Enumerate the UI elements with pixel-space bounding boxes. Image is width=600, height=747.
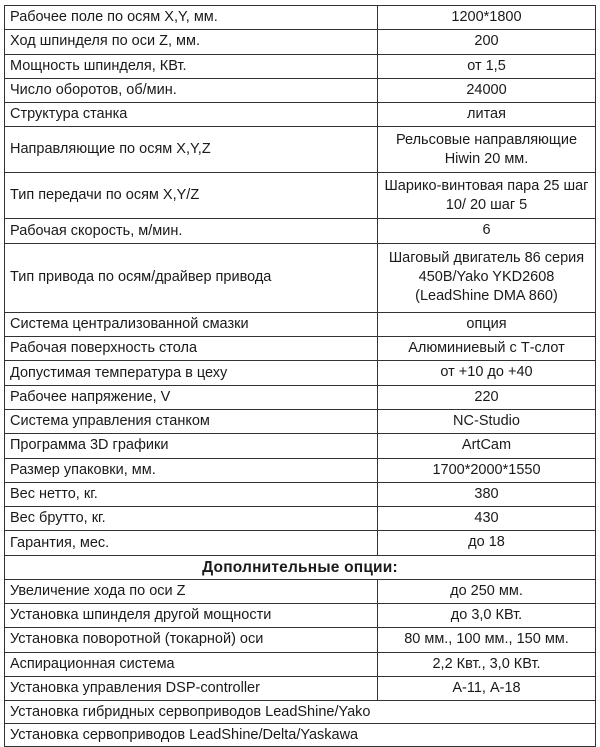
extra-option-text: Установка гибридных сервоприводов LeadShine/Yako: [5, 701, 596, 724]
options-value: 2,2 Квт., 3,0 КВт.: [378, 652, 596, 676]
options-label: Установка поворотной (токарной) оси: [5, 628, 378, 652]
specs-row: [5, 482, 596, 506]
specs-row: [5, 434, 596, 458]
options-row: [5, 604, 596, 628]
specs-row: [5, 127, 596, 173]
specs-row: [5, 312, 596, 336]
specs-value: 24000: [378, 78, 596, 102]
specs-label: Направляющие по осям X,Y,Z: [5, 127, 378, 173]
specs-row: [5, 103, 596, 127]
specs-value: ArtCam: [378, 434, 596, 458]
specs-value: NC-Studio: [378, 409, 596, 433]
specs-value: 200: [378, 30, 596, 54]
specs-row: [5, 219, 596, 243]
options-value: 80 мм., 100 мм., 150 мм.: [378, 628, 596, 652]
specs-row: [5, 507, 596, 531]
specs-label: Рабочая скорость, м/мин.: [5, 219, 378, 243]
options-header-row: [5, 555, 596, 579]
specs-value: литая: [378, 103, 596, 127]
options-row: [5, 652, 596, 676]
specs-row: [5, 173, 596, 219]
specs-value: Шарико-винтовая пара 25 шаг 10/ 20 шаг 5: [378, 173, 596, 219]
specs-value: 220: [378, 385, 596, 409]
options-label: Установка управления DSP-controller: [5, 676, 378, 700]
specs-value: до 18: [378, 531, 596, 555]
options-value: до 3,0 КВт.: [378, 604, 596, 628]
specs-value: 1700*2000*1550: [378, 458, 596, 482]
specs-label: Программа 3D графики: [5, 434, 378, 458]
options-title: Дополнительные опции:: [5, 555, 596, 579]
specs-value: опция: [378, 312, 596, 336]
specs-label: Тип привода по осям/драйвер привода: [5, 243, 378, 312]
specs-value: от +10 до +40: [378, 361, 596, 385]
specs-row: [5, 409, 596, 433]
specs-label: Ход шпинделя по оси Z, мм.: [5, 30, 378, 54]
options-row: [5, 676, 596, 700]
specs-label: Система управления станком: [5, 409, 378, 433]
options-row: [5, 579, 596, 603]
specs-label: Гарантия, мес.: [5, 531, 378, 555]
options-label: Увеличение хода по оси Z: [5, 579, 378, 603]
specs-label: Мощность шпинделя, КВт.: [5, 54, 378, 78]
spec-table-body: [5, 6, 596, 747]
specs-row: [5, 337, 596, 361]
specs-value: Алюминиевый с Т-слот: [378, 337, 596, 361]
specs-label: Допустимая температура в цеху: [5, 361, 378, 385]
specs-row: [5, 243, 596, 312]
specs-label: Число оборотов, об/мин.: [5, 78, 378, 102]
specs-label: Размер упаковки, мм.: [5, 458, 378, 482]
options-label: Аспирационная система: [5, 652, 378, 676]
specs-label: Система централизованной смазки: [5, 312, 378, 336]
extra-option-row: [5, 701, 596, 724]
specs-value: 1200*1800: [378, 6, 596, 30]
specs-value: Шаговый двигатель 86 серия 450B/Yako YKD2608 (LeadShine DMA 860): [378, 243, 596, 312]
specs-row: [5, 78, 596, 102]
specs-label: Рабочая поверхность стола: [5, 337, 378, 361]
spec-table: [4, 5, 596, 747]
specs-label: Рабочее поле по осям X,Y, мм.: [5, 6, 378, 30]
specs-value: 380: [378, 482, 596, 506]
options-row: [5, 628, 596, 652]
specs-value: 430: [378, 507, 596, 531]
specs-row: [5, 54, 596, 78]
specs-row: [5, 6, 596, 30]
options-value: до 250 мм.: [378, 579, 596, 603]
specs-value: Рельсовые направляющие Hiwin 20 мм.: [378, 127, 596, 173]
extra-option-row: [5, 724, 596, 747]
options-value: А-11, А-18: [378, 676, 596, 700]
specs-label: Вес нетто, кг.: [5, 482, 378, 506]
specs-label: Структура станка: [5, 103, 378, 127]
specs-label: Вес брутто, кг.: [5, 507, 378, 531]
specs-row: [5, 30, 596, 54]
options-label: Установка шпинделя другой мощности: [5, 604, 378, 628]
specs-label: Тип передачи по осям X,Y/Z: [5, 173, 378, 219]
specs-label: Рабочее напряжение, V: [5, 385, 378, 409]
specs-row: [5, 531, 596, 555]
specs-row: [5, 385, 596, 409]
extra-option-text: Установка сервоприводов LeadShine/Delta/Yaskawa: [5, 724, 596, 747]
specs-value: от 1,5: [378, 54, 596, 78]
specs-row: [5, 458, 596, 482]
specs-value: 6: [378, 219, 596, 243]
specs-row: [5, 361, 596, 385]
